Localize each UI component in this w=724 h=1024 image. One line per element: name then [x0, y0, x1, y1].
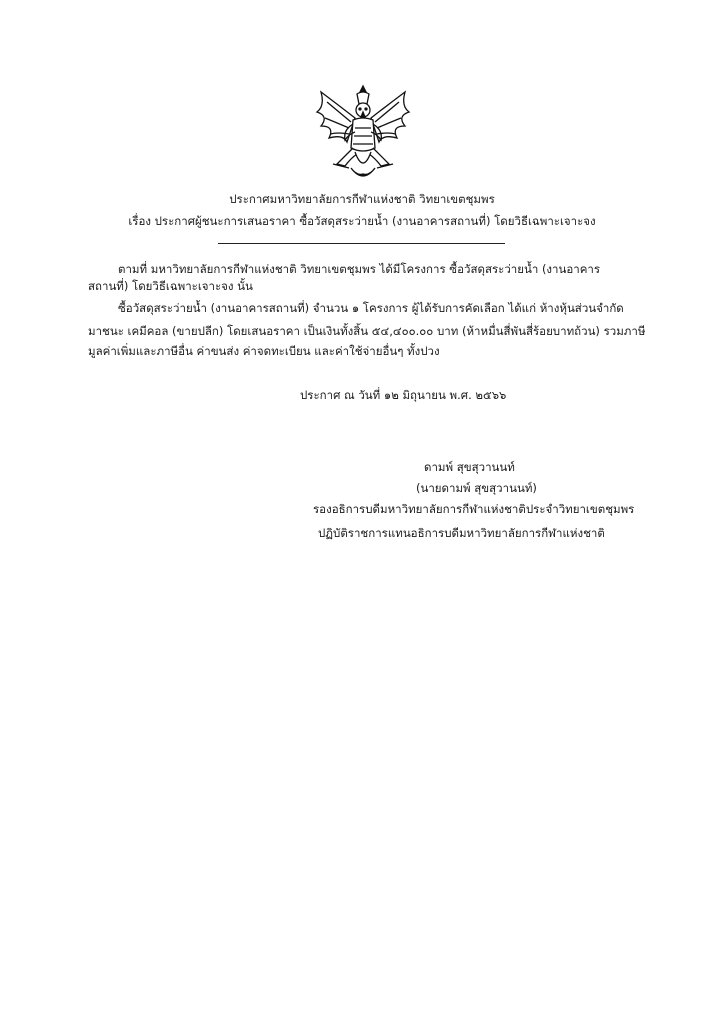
announcement-date: ประกาศ ณ วันที่ ๑๒ มิถุนายน พ.ศ. ๒๕๖๖ — [300, 388, 507, 402]
signatory-full-name: (นายดามพ์ สุขสุวานนท์) — [416, 481, 537, 495]
divider-line — [218, 243, 505, 244]
paragraph-1-line-1: ตามที่ มหาวิทยาลัยการกีฬาแห่งชาติ วิทยาเขตชุมพร ได้มีโครงการ ซื้อวัสดุสระว่ายน้ำ (งานอาคาร — [118, 262, 601, 276]
paragraph-2-line-3: มูลค่าเพิ่มและภาษีอื่น ค่าขนส่ง ค่าจดทะเบียน และค่าใช้จ่ายอื่นๆ ทั้งปวง — [88, 344, 440, 358]
signature-name: ดามพ์ สุขสุวานนท์ — [424, 460, 515, 474]
signatory-position-1: รองอธิการบดีมหาวิทยาลัยการกีฬาแห่งชาติประจำวิทยาเขตชุมพร — [313, 502, 635, 516]
paragraph-2-line-1: ซื้อวัสดุสระว่ายน้ำ (งานอาคารสถานที่) จำนวน ๑ โครงการ ผู้ได้รับการคัดเลือก ได้แก่ ห้างหุ้นส่วนจำกัด — [118, 301, 624, 315]
paragraph-1-line-2: สถานที่) โดยวิธีเฉพาะเจาะจง นั้น — [88, 279, 253, 293]
document-title: ประกาศมหาวิทยาลัยการกีฬาแห่งชาติ วิทยาเขตชุมพร — [229, 192, 495, 206]
garuda-emblem-icon — [307, 84, 419, 184]
paragraph-2-line-2: มาชนะ เคมีคอล (ขายปลีก) โดยเสนอราคา เป็นเงินทั้งสิ้น ๕๔,๔๐๐.๐๐ บาท (ห้าหมื่นสี่พันสี่ร้อยบาทถ้วน) รวมภาษี — [88, 324, 646, 338]
signatory-position-2: ปฏิบัติราชการแทนอธิการบดีมหาวิทยาลัยการกีฬาแห่งชาติ — [318, 526, 605, 540]
document-subject: เรื่อง ประกาศผู้ชนะการเสนอราคา ซื้อวัสดุสระว่ายน้ำ (งานอาคารสถานที่) โดยวิธีเฉพาะเจาะจง — [128, 214, 596, 228]
